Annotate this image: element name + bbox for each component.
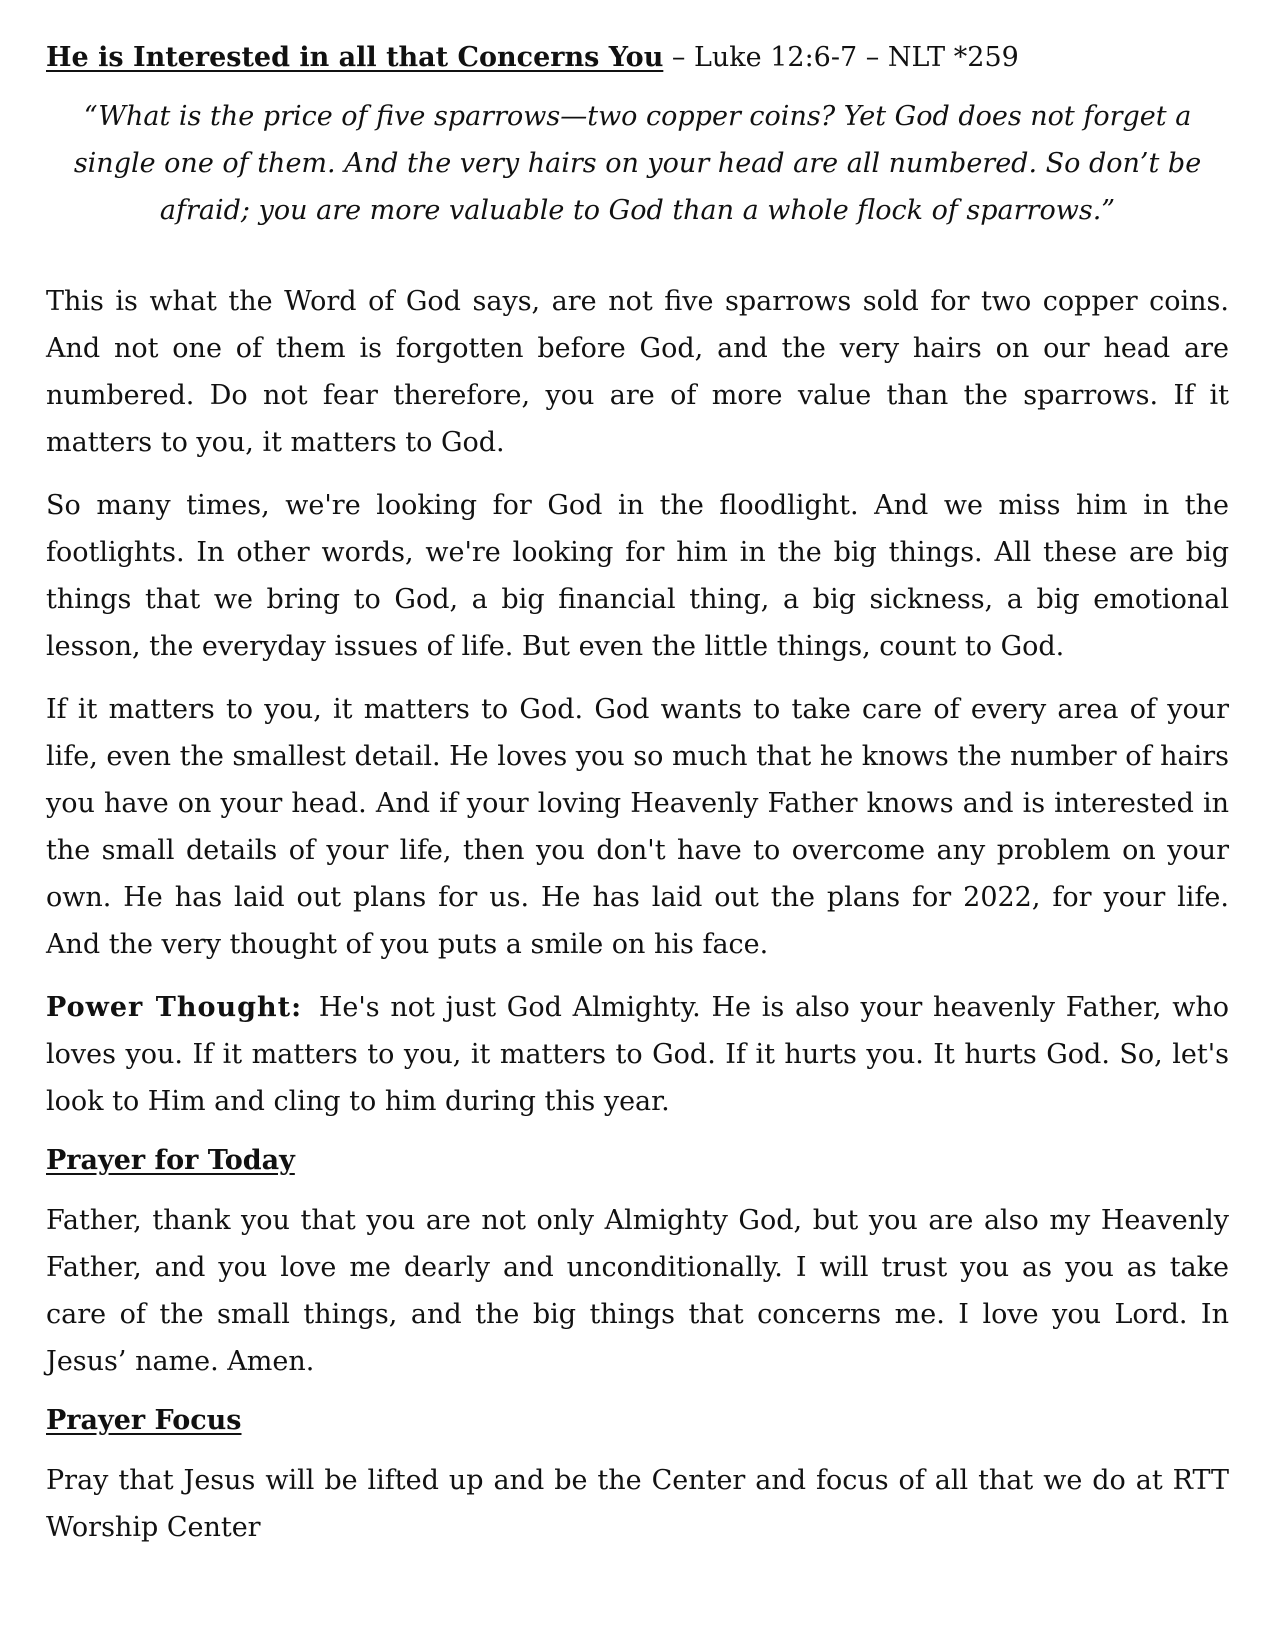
power-thought-label: Power Thought:: [46, 992, 303, 1023]
body-paragraph-2: So many times, we're looking for God in the floodlight. And we miss him in the footlights. In other words, we're looking for him in the big things. All these are big things that we bring to God, a big financial thing, a big sickness, a big emotional lesson, the everyday issues of life. But even the little things, count to God.: [46, 490, 1229, 662]
body-paragraph-1: This is what the Word of God says, are not five sparrows sold for two copper coins. And not one of them is forgotten before God, and the very hairs on our head are numbered. Do not fear therefore, you are of more value than the sparrows. If it matters to you, it matters to God.: [46, 286, 1229, 458]
devotional-page: [46, 38, 1229, 1551]
scripture-reference: – Luke 12:6-7 – NLT *259: [663, 42, 1019, 73]
prayer-focus-text: Pray that Jesus will be lifted up and be the Center and focus of all that we do at RTT Worship Center: [46, 1465, 1229, 1543]
scripture-quote: “What is the price of five sparrows—two copper coins? Yet God does not forget a single one of them. And the very hairs on your head are all numbered. So don’t be afraid; you are more valuable to God than a whole flock of sparrows.”: [73, 101, 1202, 226]
page-title: He is Interested in all that Concerns You: [46, 42, 664, 73]
page-heading: [46, 38, 1229, 78]
prayer-focus-heading: Prayer Focus: [46, 1405, 242, 1436]
prayer-for-today-heading: Prayer for Today: [46, 1145, 295, 1176]
power-thought-paragraph: [46, 984, 1229, 1125]
prayer-for-today-text: Father, thank you that you are not only Almighty God, but you are also my Heavenly Father, and you love me dearly and unconditionally. I will trust you as you as take care of the small things, and the big things that concerns me. I love you Lord. In Jesus’ name. Amen.: [46, 1205, 1229, 1377]
power-thought-text: He's not just God Almighty. He is also your heavenly Father, who loves you. If it matters to you, it matters to God. If it hurts you. It hurts God. So, let's look to Him and cling to him during this year.: [46, 992, 1229, 1117]
body-paragraph-3: If it matters to you, it matters to God. God wants to take care of every area of your life, even the smallest detail. He loves you so much that he knows the number of hairs you have on your head. And if your loving Heavenly Father knows and is interested in the small details of your life, then you don't have to overcome any problem on your own. He has laid out plans for us. He has laid out the plans for 2022, for your life. And the very thought of you puts a smile on his face.: [46, 694, 1229, 960]
